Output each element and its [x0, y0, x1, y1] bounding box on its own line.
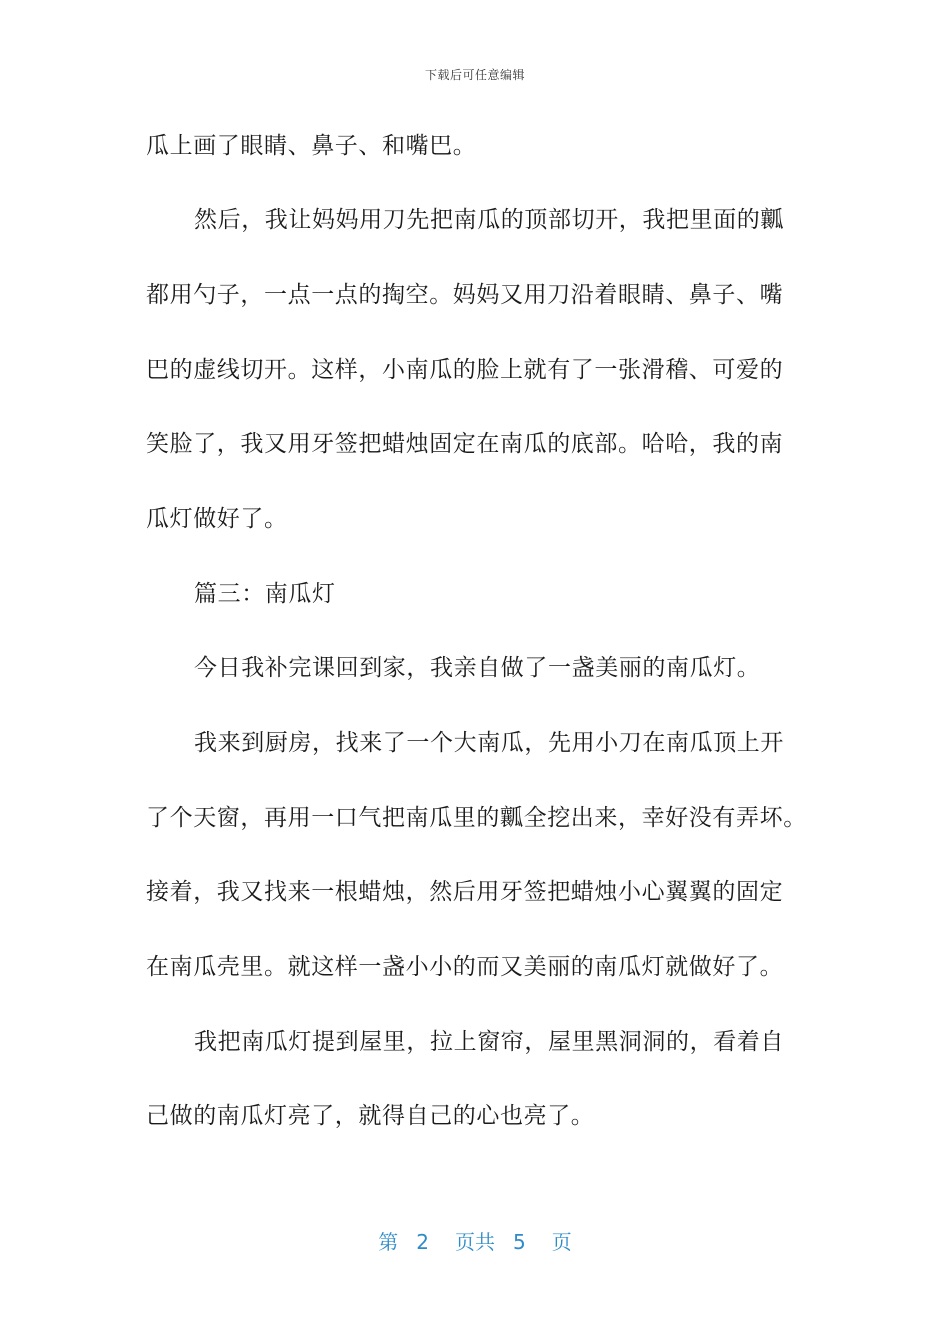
section-heading: 篇三：南瓜灯 — [194, 581, 336, 607]
footer-middle: 页共 — [455, 1230, 495, 1254]
page-header: 下载后可任意编辑 — [424, 68, 525, 82]
text-line: 我来到厨房，找来了一个大南瓜，先用小刀在南瓜顶上开 — [194, 730, 784, 756]
text-line: 在南瓜壳里。就这样一盏小小的而又美丽的南瓜灯就做好了。 — [146, 954, 784, 980]
text-line: 今日我补完课回到家，我亲自做了一盏美丽的南瓜灯。 — [194, 655, 761, 681]
text-line: 瓜上画了眼睛、鼻子、和嘴巴。 — [146, 133, 477, 159]
text-line: 瓜灯做好了。 — [146, 506, 288, 532]
text-line: 我把南瓜灯提到屋里，拉上窗帘，屋里黑洞洞的，看着自 — [194, 1029, 784, 1055]
footer-page-number: 2 — [416, 1230, 429, 1254]
text-line: 然后，我让妈妈用刀先把南瓜的顶部切开，我把里面的瓤 — [194, 207, 784, 233]
footer-prefix: 第 — [378, 1230, 399, 1254]
text-line: 都用勺子，一点一点的掏空。妈妈又用刀沿着眼睛、鼻子、嘴 — [146, 282, 784, 308]
footer-total-pages: 5 — [513, 1230, 526, 1254]
footer-suffix: 页 — [551, 1230, 572, 1254]
text-line: 巴的虚线切开。这样，小南瓜的脸上就有了一张滑稽、可爱的 — [146, 357, 784, 383]
text-line: 了个天窗，再用一口气把南瓜里的瓤全挖出来，幸好没有弄坏。 — [146, 805, 807, 831]
text-line: 笑脸了，我又用牙签把蜡烛固定在南瓜的底部。哈哈，我的南 — [146, 431, 784, 457]
page-footer — [0, 1226, 950, 1255]
text-line: 己做的南瓜灯亮了，就得自己的心也亮了。 — [146, 1103, 595, 1129]
text-line: 接着，我又找来一根蜡烛，然后用牙签把蜡烛小心翼翼的固定 — [146, 879, 784, 905]
